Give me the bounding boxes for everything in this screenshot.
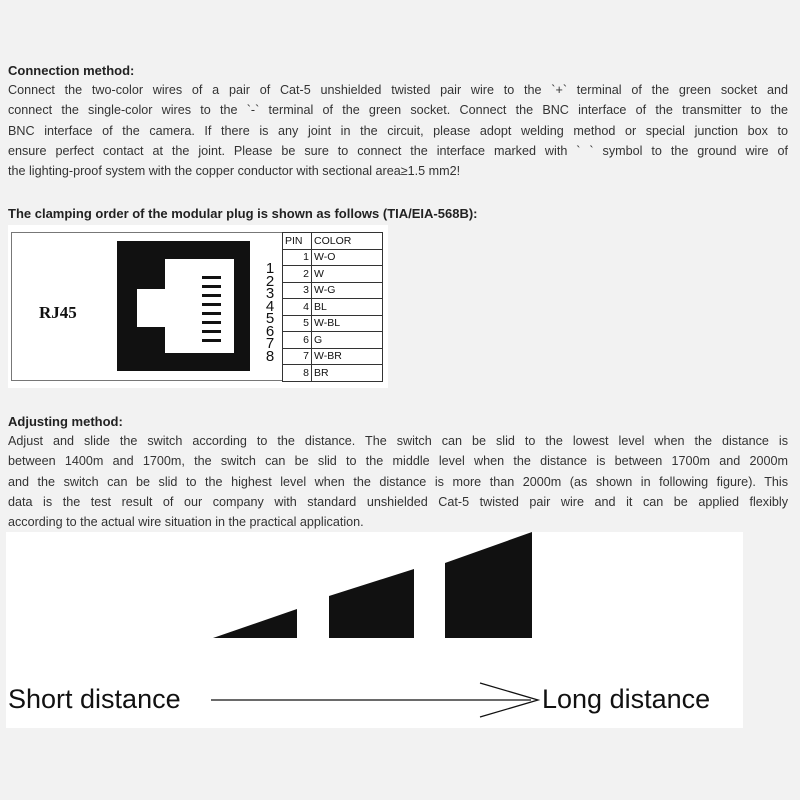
connection-line: Connect the two-color wires of a pair of Cat-5 unshielded twisted pair wire to the `+` terminal of the green socket and bbox=[8, 83, 788, 97]
pin-cell: 3 bbox=[283, 282, 312, 299]
adjusting-line: according to the actual wire situation in the practical application. bbox=[8, 515, 364, 530]
color-cell: BR bbox=[312, 365, 383, 382]
pin-number: 4 bbox=[265, 297, 275, 315]
table-row bbox=[283, 348, 383, 365]
clamping-heading: The clamping order of the modular plug is shown as follows (TIA/EIA-568B): bbox=[8, 206, 478, 221]
table-row bbox=[283, 266, 383, 283]
table-row bbox=[283, 315, 383, 332]
connection-heading: Connection method: bbox=[8, 63, 135, 78]
adjusting-line: Adjust and slide the switch according to the distance. The switch can be slid to the lowest level when the distance is bbox=[8, 434, 788, 448]
rj45-label: RJ45 bbox=[39, 303, 77, 322]
pin-number: 7 bbox=[265, 335, 275, 352]
rj45-jack-icon bbox=[117, 241, 257, 371]
pin-number: 3 bbox=[265, 285, 275, 302]
long-distance-label: Long distance bbox=[542, 684, 711, 714]
color-cell: W-BL bbox=[312, 315, 383, 332]
pin-cell: 1 bbox=[283, 249, 312, 266]
adjusting-heading: Adjusting method: bbox=[8, 414, 123, 429]
pin-number: 6 bbox=[265, 322, 275, 340]
level-high-icon bbox=[445, 532, 532, 638]
pin-cell: 4 bbox=[283, 299, 312, 316]
pin-number: 5 bbox=[265, 310, 275, 327]
pin-cell: 2 bbox=[283, 266, 312, 283]
pin-header: PIN bbox=[283, 233, 312, 250]
color-cell: BL bbox=[312, 299, 383, 316]
adjusting-line: between 1400m and 1700m, the switch can be slid to the middle level when the distance is between 1700m and 2000m bbox=[8, 454, 788, 469]
adjusting-line: and the switch can be slid to the highest level when the distance is more than 2000m (as shown in following figure). This bbox=[8, 474, 788, 489]
table-row bbox=[283, 282, 383, 299]
table-row bbox=[283, 299, 383, 316]
connection-line: connect the single-color wires to the `-` terminal of the green socket. Connect the BNC interface of the transmitter to the bbox=[8, 103, 788, 118]
connection-line: ensure perfect contact at the joint. Please be sure to connect the interface marked with ` ` symbol to the ground wire of bbox=[8, 143, 788, 158]
adjusting-line: data is the test result of our company with standard unshielded Cat-5 twisted pair wire and it can be applied flexibly bbox=[8, 494, 788, 509]
color-cell: W-G bbox=[312, 282, 383, 299]
table-row bbox=[283, 365, 383, 382]
table-row bbox=[283, 249, 383, 266]
adjusting-paragraph bbox=[8, 431, 788, 532]
pin-number: 1 bbox=[265, 260, 275, 277]
table-header-row bbox=[283, 233, 383, 250]
connection-paragraph bbox=[8, 80, 788, 181]
color-cell: W-O bbox=[312, 249, 383, 266]
pin-cell: 8 bbox=[283, 365, 312, 382]
rj45-diagram-box bbox=[11, 232, 283, 381]
connection-line: the lighting-proof system with the copper conductor with sectional area≥1.5 mm2! bbox=[8, 164, 461, 179]
connection-line: BNC interface of the camera. If there is any joint in the circuit, please adopt welding method or special junction box to bbox=[8, 123, 788, 138]
color-cell: G bbox=[312, 332, 383, 349]
pin-number: 8 bbox=[265, 347, 275, 365]
level-low-icon bbox=[213, 609, 297, 638]
pin-number: 2 bbox=[265, 272, 275, 290]
rj45-figure bbox=[8, 225, 388, 388]
pin-cell: 6 bbox=[283, 332, 312, 349]
pin-color-table bbox=[282, 232, 383, 382]
color-header: COLOR bbox=[312, 233, 383, 250]
pin-cell: 7 bbox=[283, 348, 312, 365]
pin-number-column bbox=[262, 260, 278, 365]
table-row bbox=[283, 332, 383, 349]
pin-cell: 5 bbox=[283, 315, 312, 332]
color-cell: W bbox=[312, 266, 383, 283]
short-distance-label: Short distance bbox=[8, 684, 181, 714]
distance-level-figure bbox=[6, 532, 743, 728]
color-cell: W-BR bbox=[312, 348, 383, 365]
level-mid-icon bbox=[329, 569, 414, 638]
